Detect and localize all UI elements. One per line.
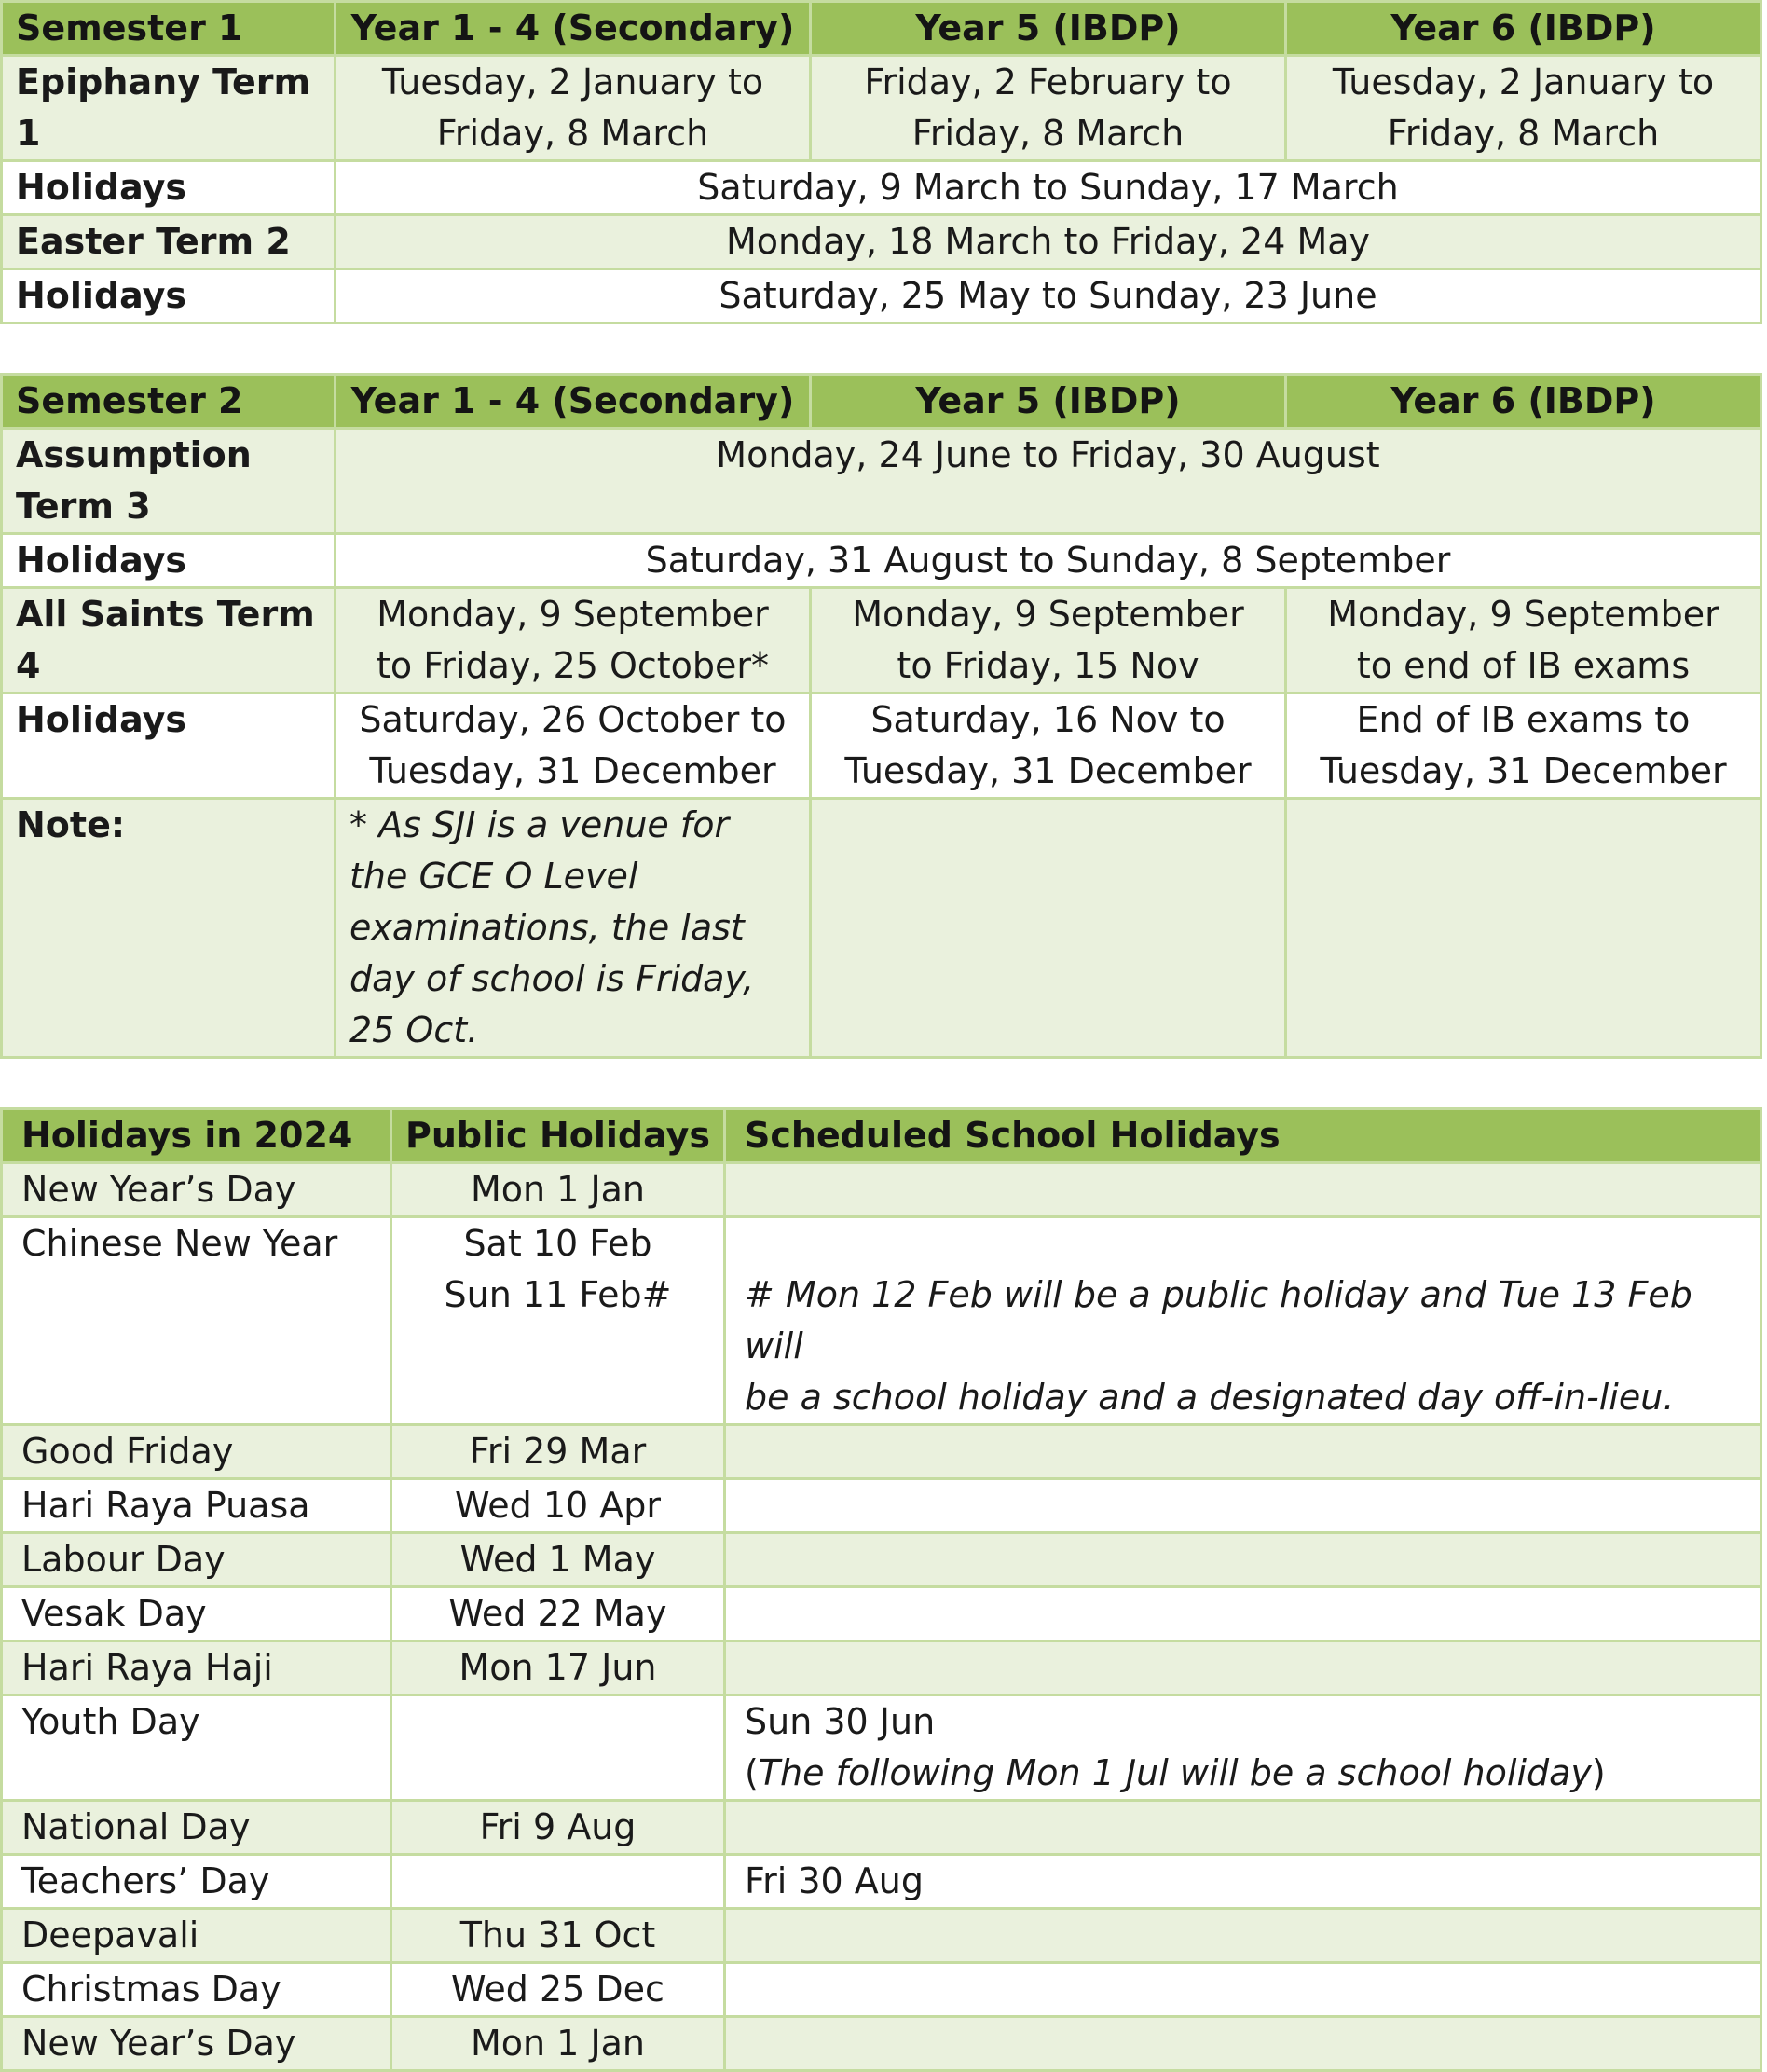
holiday-row [2,1963,1761,2017]
school-holiday-info [725,1425,1761,1479]
school-holidays-header: Scheduled School Holidays [725,1109,1761,1163]
holiday-row [2,1909,1761,1963]
term-label: Easter Term 2 [2,215,336,269]
holidays-label: Holidays [2,161,336,215]
holiday-row [2,1801,1761,1855]
term-dates-y5: Friday, 2 February to Friday, 8 March [811,56,1286,161]
school-holiday-info: Sun 30 Jun (The following Mon 1 Jul will be a school holiday) [725,1695,1761,1801]
year-5-header: Year 5 (IBDP) [811,2,1286,56]
year-6-header: Year 6 (IBDP) [1286,375,1761,429]
year-1-4-header: Year 1 - 4 (Secondary) [336,2,811,56]
holidays-label: Holidays [2,269,336,323]
holidays-dates-y1-4: Saturday, 26 October to Tuesday, 31 December [336,693,811,799]
school-holiday-info [725,2017,1761,2071]
school-holiday-info [725,1533,1761,1587]
public-holiday-date: Wed 10 Apr [391,1479,725,1533]
term-dates: Monday, 18 March to Friday, 24 May [336,215,1761,269]
holiday-name: Labour Day [2,1533,391,1587]
holiday-name: Vesak Day [2,1587,391,1641]
school-holiday-info [725,1801,1761,1855]
assumption-term-row [2,429,1761,534]
semester-1-header: Semester 1 [2,2,336,56]
holidays-row [2,269,1761,323]
public-holiday-date: Wed 25 Dec [391,1963,725,2017]
term-dates: Monday, 24 June to Friday, 30 August [336,429,1761,534]
public-holiday-date: Fri 9 Aug [391,1801,725,1855]
easter-term-row [2,215,1761,269]
holiday-name: Teachers’ Day [2,1855,391,1909]
holiday-row [2,1479,1761,1533]
holiday-name: Chinese New Year [2,1217,391,1425]
term-dates-y1-4: Tuesday, 2 January to Friday, 8 March [336,56,811,161]
holidays-dates: Saturday, 31 August to Sunday, 8 September [336,534,1761,588]
semester-2-header: Semester 2 [2,375,336,429]
note-label: Note: [2,799,336,1058]
school-holiday-info [725,1963,1761,2017]
holidays-label: Holidays [2,534,336,588]
public-holiday-date: Mon 1 Jan [391,2017,725,2071]
holiday-name: Hari Raya Puasa [2,1479,391,1533]
epiphany-term-row [2,56,1761,161]
semester-2-table [0,373,1762,1059]
holiday-row [2,2017,1761,2071]
term-label: All Saints Term 4 [2,588,336,693]
holidays-row [2,161,1761,215]
holiday-name: Christmas Day [2,1963,391,2017]
holiday-name: New Year’s Day [2,1163,391,1217]
empty-cell [1286,799,1761,1058]
public-holidays-header: Public Holidays [391,1109,725,1163]
semester-1-header-row [2,2,1761,56]
school-holiday-info: # Mon 12 Feb will be a public holiday and Tue 13 Feb will be a school holiday and a designated day off-in-lieu. [725,1217,1761,1425]
school-holiday-info [725,1909,1761,1963]
holiday-row [2,1587,1761,1641]
holidays-2024-header-row [2,1109,1761,1163]
holiday-row [2,1533,1761,1587]
term-dates-y6: Tuesday, 2 January to Friday, 8 March [1286,56,1761,161]
public-holiday-date: Wed 1 May [391,1533,725,1587]
holiday-name: Youth Day [2,1695,391,1801]
holidays-dates-y6: End of IB exams to Tuesday, 31 December [1286,693,1761,799]
holidays-row [2,534,1761,588]
holiday-row [2,1695,1761,1801]
public-holiday-date: Thu 31 Oct [391,1909,725,1963]
holidays-dates-y5: Saturday, 16 Nov to Tuesday, 31 December [811,693,1286,799]
all-saints-term-row [2,588,1761,693]
term-dates-y1-4: Monday, 9 September to Friday, 25 October* [336,588,811,693]
school-holiday-info [725,1641,1761,1695]
holiday-row [2,1425,1761,1479]
semester-2-header-row [2,375,1761,429]
holiday-name: Hari Raya Haji [2,1641,391,1695]
year-1-4-header: Year 1 - 4 (Secondary) [336,375,811,429]
holidays-2024-header: Holidays in 2024 [2,1109,391,1163]
holiday-name: National Day [2,1801,391,1855]
holidays-dates: Saturday, 25 May to Sunday, 23 June [336,269,1761,323]
public-holiday-date: Mon 1 Jan [391,1163,725,1217]
semester-1-table [0,0,1762,324]
term-label: Assumption Term 3 [2,429,336,534]
note-text: * As SJI is a venue for the GCE O Level examinations, the last day of school is Friday, 25 Oct. [336,799,811,1058]
term-label: Epiphany Term 1 [2,56,336,161]
holiday-row [2,1217,1761,1425]
school-holiday-info: Fri 30 Aug [725,1855,1761,1909]
year-5-header: Year 5 (IBDP) [811,375,1286,429]
public-holiday-date [391,1855,725,1909]
public-holiday-date [391,1695,725,1801]
school-holiday-info [725,1479,1761,1533]
holiday-row [2,1855,1761,1909]
holiday-name: New Year’s Day [2,2017,391,2071]
public-holiday-date: Sat 10 Feb Sun 11 Feb# [391,1217,725,1425]
public-holiday-date: Wed 22 May [391,1587,725,1641]
holidays-2024-table [0,1107,1762,2072]
holidays-dates: Saturday, 9 March to Sunday, 17 March [336,161,1761,215]
holidays-row [2,693,1761,799]
holiday-row [2,1163,1761,1217]
holidays-label: Holidays [2,693,336,799]
holiday-row [2,1641,1761,1695]
term-dates-y5: Monday, 9 September to Friday, 15 Nov [811,588,1286,693]
term-dates-y6: Monday, 9 September to end of IB exams [1286,588,1761,693]
school-holiday-info [725,1163,1761,1217]
public-holiday-date: Fri 29 Mar [391,1425,725,1479]
holiday-name: Good Friday [2,1425,391,1479]
school-holiday-info [725,1587,1761,1641]
note-row [2,799,1761,1058]
public-holiday-date: Mon 17 Jun [391,1641,725,1695]
year-6-header: Year 6 (IBDP) [1286,2,1761,56]
empty-cell [811,799,1286,1058]
holiday-name: Deepavali [2,1909,391,1963]
